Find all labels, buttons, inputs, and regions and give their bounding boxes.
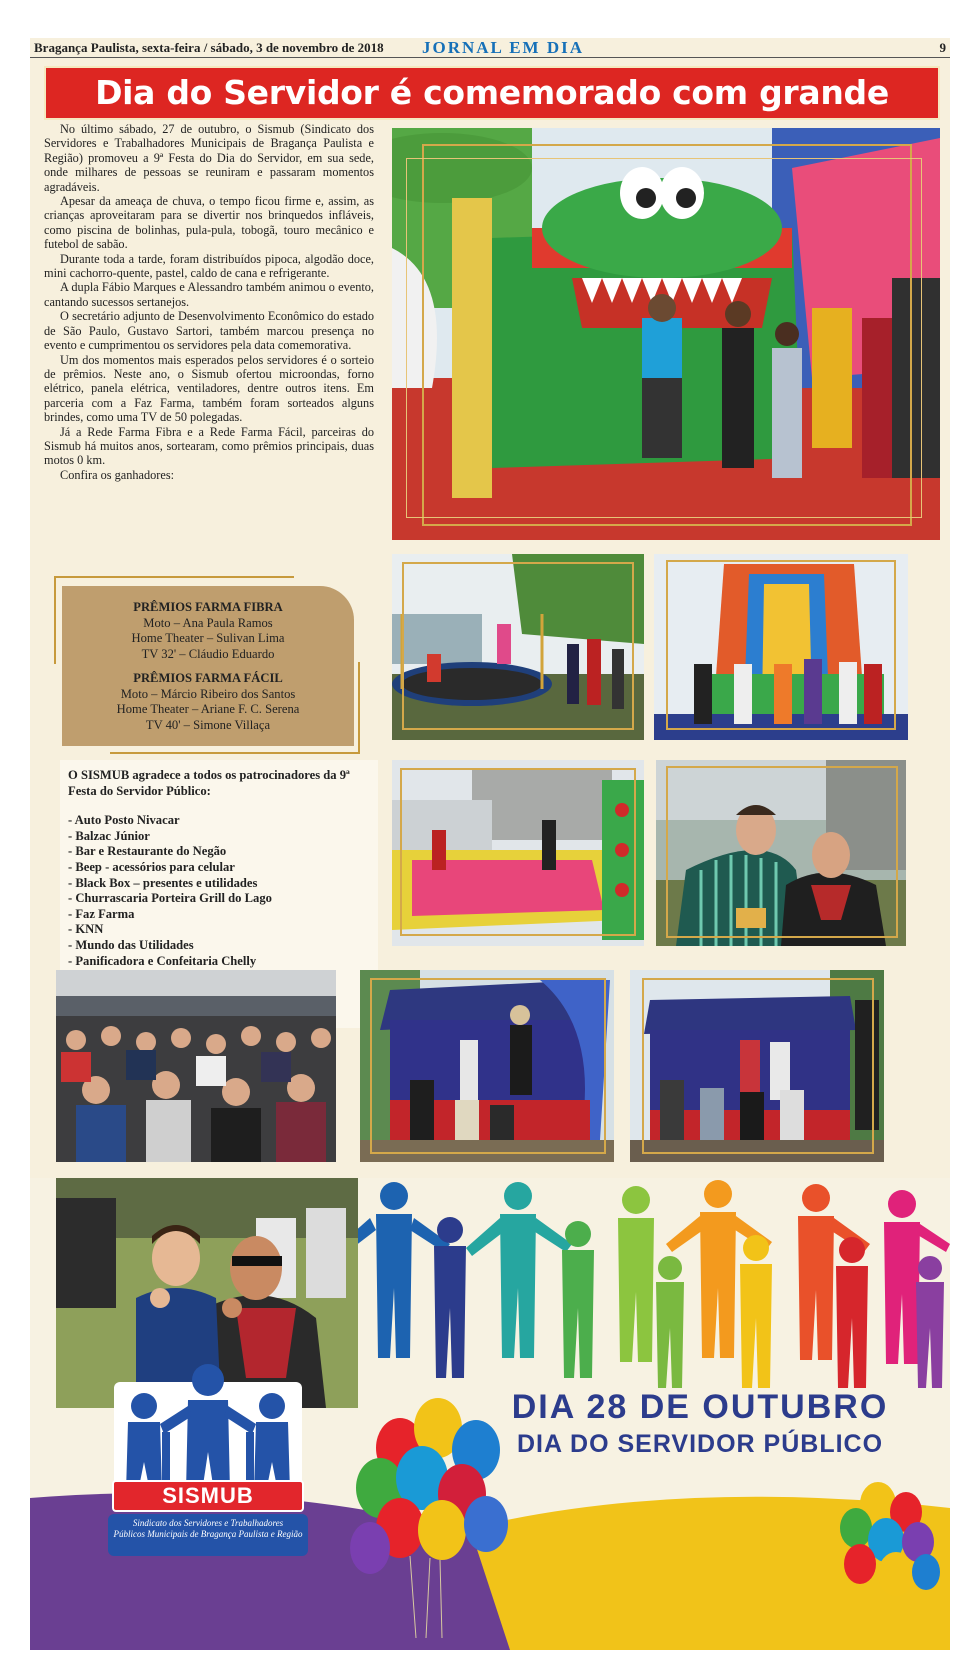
prize-heading-fibra: PRÊMIOS FARMA FIBRA bbox=[133, 600, 283, 614]
article-paragraph: A dupla Fábio Marques e Alessandro também animou o evento, cantando sucessos sertanejos. bbox=[44, 280, 374, 309]
sponsor-item: - Churrascaria Porteira Grill do Lago bbox=[68, 891, 272, 906]
prize-item: Moto – Ana Paula Ramos bbox=[143, 615, 273, 630]
running-header bbox=[30, 38, 950, 58]
article-paragraph: Durante toda a tarde, foram distribuídos pipoca, algodão doce, mini cachorro-quente, pastel, caldo de cana e refrigerante. bbox=[44, 251, 374, 281]
article-paragraph: Já a Rede Farma Fibra e a Rede Farma Fácil, parceiras do Sismub há muitos anos, sortearam, como prêmios principais, duas motos 0 km. bbox=[44, 424, 374, 468]
prize-heading-facil: PRÊMIOS FARMA FÁCIL bbox=[133, 671, 283, 685]
sponsor-item: - Faz Farma bbox=[68, 906, 135, 921]
photo-two-men bbox=[656, 760, 906, 946]
sponsor-item: - Beep - acessórios para celular bbox=[68, 859, 235, 874]
sponsor-item: - Bar e Restaurante do Negão bbox=[68, 844, 227, 859]
servidor-day-ad bbox=[30, 1178, 950, 1650]
sismub-subtitle-line: Públicos Municipais de Bragança Paulista e Região bbox=[113, 1529, 303, 1539]
sponsor-item: - Auto Posto Nivacar bbox=[68, 813, 180, 828]
article-paragraph: O secretário adjunto de Desenvolvimento Econômico do estado de São Paulo, Gustavo Sartori, também marcou presença no evento e cumprimentou os servidores pela data comemorativa. bbox=[44, 309, 374, 353]
sponsors-intro: O SISMUB agradece a todos os patrocinadores da 9ª Festa do Servidor Público: bbox=[68, 768, 350, 798]
headline-banner bbox=[44, 66, 940, 120]
photo-crocodile-inflatable bbox=[392, 128, 940, 540]
prize-item: Home Theater – Ariane F. C. Serena bbox=[116, 702, 300, 716]
page-number: 9 bbox=[939, 40, 946, 55]
gold-rule bbox=[54, 576, 294, 578]
photo-soap-football bbox=[392, 760, 644, 946]
photo-crowd-tent bbox=[56, 970, 336, 1162]
headline: Dia do Servidor é comemorado com grande bbox=[95, 73, 889, 112]
ad-title-line: DIA DO SERVIDOR PÚBLICO bbox=[516, 1430, 884, 1458]
article-paragraph: Confira os ganhadores: bbox=[60, 467, 175, 482]
gold-rule bbox=[110, 752, 360, 754]
sismub-logo bbox=[104, 1362, 312, 1558]
ad-date-line: DIA 28 DE OUTUBRO bbox=[511, 1388, 889, 1426]
sismub-logo-subtitle bbox=[108, 1514, 308, 1556]
place-date: Bragança Paulista, sexta-feira / sábado, 3 de novembro de 2018 bbox=[34, 40, 384, 55]
prize-winners-box bbox=[62, 586, 354, 746]
sponsor-item: - Black Box – presentes e utilidades bbox=[68, 875, 258, 890]
sismub-logo-banner bbox=[112, 1480, 304, 1512]
sismub-subtitle-line: Sindicato dos Servidores e Trabalhadores bbox=[132, 1518, 284, 1528]
sponsor-item: - Balzac Júnior bbox=[68, 828, 150, 843]
sismub-logo-name: SISMUB bbox=[162, 1483, 254, 1508]
sponsor-item: - Mundo das Utilidades bbox=[68, 937, 194, 952]
prize-item: TV 40' – Simone Villaça bbox=[145, 717, 271, 732]
sponsor-item: - KNN bbox=[68, 922, 104, 937]
photo-stage-duo bbox=[630, 970, 884, 1162]
photo-trampoline bbox=[392, 554, 644, 740]
newspaper-page bbox=[30, 38, 950, 1650]
sponsor-item: - Panificadora e Confeitaria Chelly bbox=[68, 953, 257, 968]
gold-rule bbox=[358, 662, 360, 754]
article-paragraph: Um dos momentos mais esperados pelos servidores é o sorteio de prêmios. Neste ano, o Sismub ofertou microondas, forno elétrico, panela elétrica, ventiladores, dentre outros itens. Em parceria com a Faz Farma, também foram sorteados alguns brindes, como uma TV de 50 polegadas. bbox=[44, 352, 374, 425]
prize-item: Moto – Márcio Ribeiro dos Santos bbox=[120, 686, 296, 701]
newspaper-name: JORNAL EM DIA bbox=[422, 38, 585, 57]
prize-item: TV 32' – Cláudio Eduardo bbox=[141, 646, 275, 661]
article-paragraph: Apesar da ameaça de chuva, o tempo ficou firme e, assim, as crianças aproveitaram para se divertir nos brinquedos infláveis, como piscina de bolinhas, pula-pula, tobogã, touro mecânico e futebol de sabão. bbox=[44, 194, 374, 252]
gold-rule bbox=[54, 576, 56, 664]
prize-item: Home Theater – Sulivan Lima bbox=[131, 631, 285, 645]
photo-stage-singer bbox=[360, 970, 614, 1162]
photo-slide-inflatable bbox=[654, 554, 908, 740]
article-body bbox=[44, 122, 374, 482]
article-paragraph: No último sábado, 27 de outubro, o Sismub (Sindicato dos Servidores e Trabalhadores Municipais de Bragança Paulista e Região) promoveu a 9ª Festa do Dia do Servidor, em sua sede, onde milhares de pessoas se reuniram e passaram momentos agradáveis. bbox=[44, 122, 374, 194]
